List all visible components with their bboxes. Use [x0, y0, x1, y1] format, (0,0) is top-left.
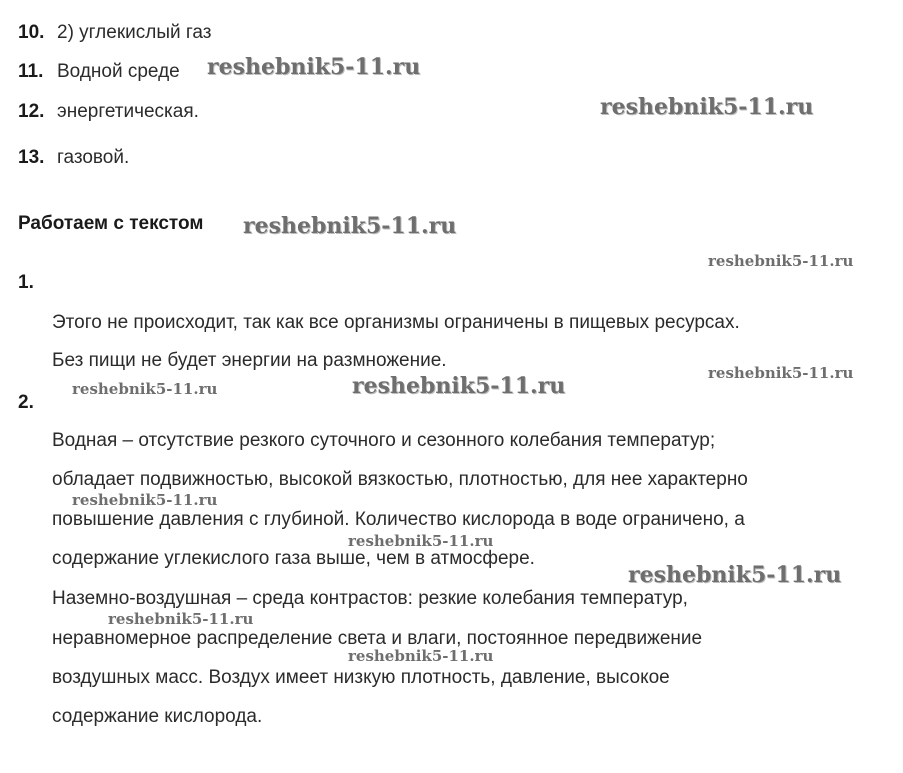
watermark: reshebnik5-11.ru [708, 252, 854, 270]
watermark: reshebnik5-11.ru [708, 364, 854, 382]
answer-11-text: Водной среде [57, 61, 180, 82]
task-1-line-1: Этого не происходит, так как все организмы ограничены в пищевых ресурсах. [52, 312, 740, 333]
answer-10-text: 2) углекислый газ [57, 22, 212, 43]
watermark: reshebnik5-11.ru [348, 532, 494, 550]
answer-12-number: 12. [18, 101, 45, 122]
watermark: reshebnik5-11.ru [348, 647, 494, 665]
task-1-number: 1. [18, 272, 34, 293]
task-2-line-5: Наземно-воздушная – среда контрастов: резкие колебания температур, [52, 588, 688, 609]
task-2-line-7: воздушных масс. Воздух имеет низкую плотность, давление, высокое [52, 667, 670, 688]
watermark: reshebnik5-11.ru [243, 213, 457, 239]
watermark: reshebnik5-11.ru [207, 54, 421, 80]
task-1-line-2: Без пищи не будет энергии на размножение. [52, 350, 447, 371]
task-2-line-4: содержание углекислого газа выше, чем в атмосфере. [52, 548, 535, 569]
section-title: Работаем с текстом [18, 213, 204, 234]
answer-10-number: 10. [18, 22, 45, 43]
answer-11-number: 11. [18, 61, 44, 82]
task-2-line-1: Водная – отсутствие резкого суточного и сезонного колебания температур; [52, 430, 716, 451]
watermark: reshebnik5-11.ru [72, 380, 218, 398]
task-2-line-6: неравномерное распределение света и влаги, постоянное передвижение [52, 628, 703, 649]
task-2-number: 2. [18, 392, 34, 413]
watermark: reshebnik5-11.ru [352, 373, 566, 399]
watermark: reshebnik5-11.ru [72, 491, 218, 509]
watermark: reshebnik5-11.ru [600, 94, 814, 120]
task-2-line-8: содержание кислорода. [52, 706, 263, 727]
answer-13-text: газовой. [57, 147, 130, 168]
watermark: reshebnik5-11.ru [628, 562, 842, 588]
task-2-line-2: обладает подвижностью, высокой вязкостью, плотностью, для нее характерно [52, 469, 748, 490]
task-2-line-3: повышение давления с глубиной. Количество кислорода в воде ограничено, а [52, 509, 745, 530]
answer-13-number: 13. [18, 147, 45, 168]
watermark: reshebnik5-11.ru [108, 610, 254, 628]
answer-12-text: энергетическая. [57, 101, 199, 122]
